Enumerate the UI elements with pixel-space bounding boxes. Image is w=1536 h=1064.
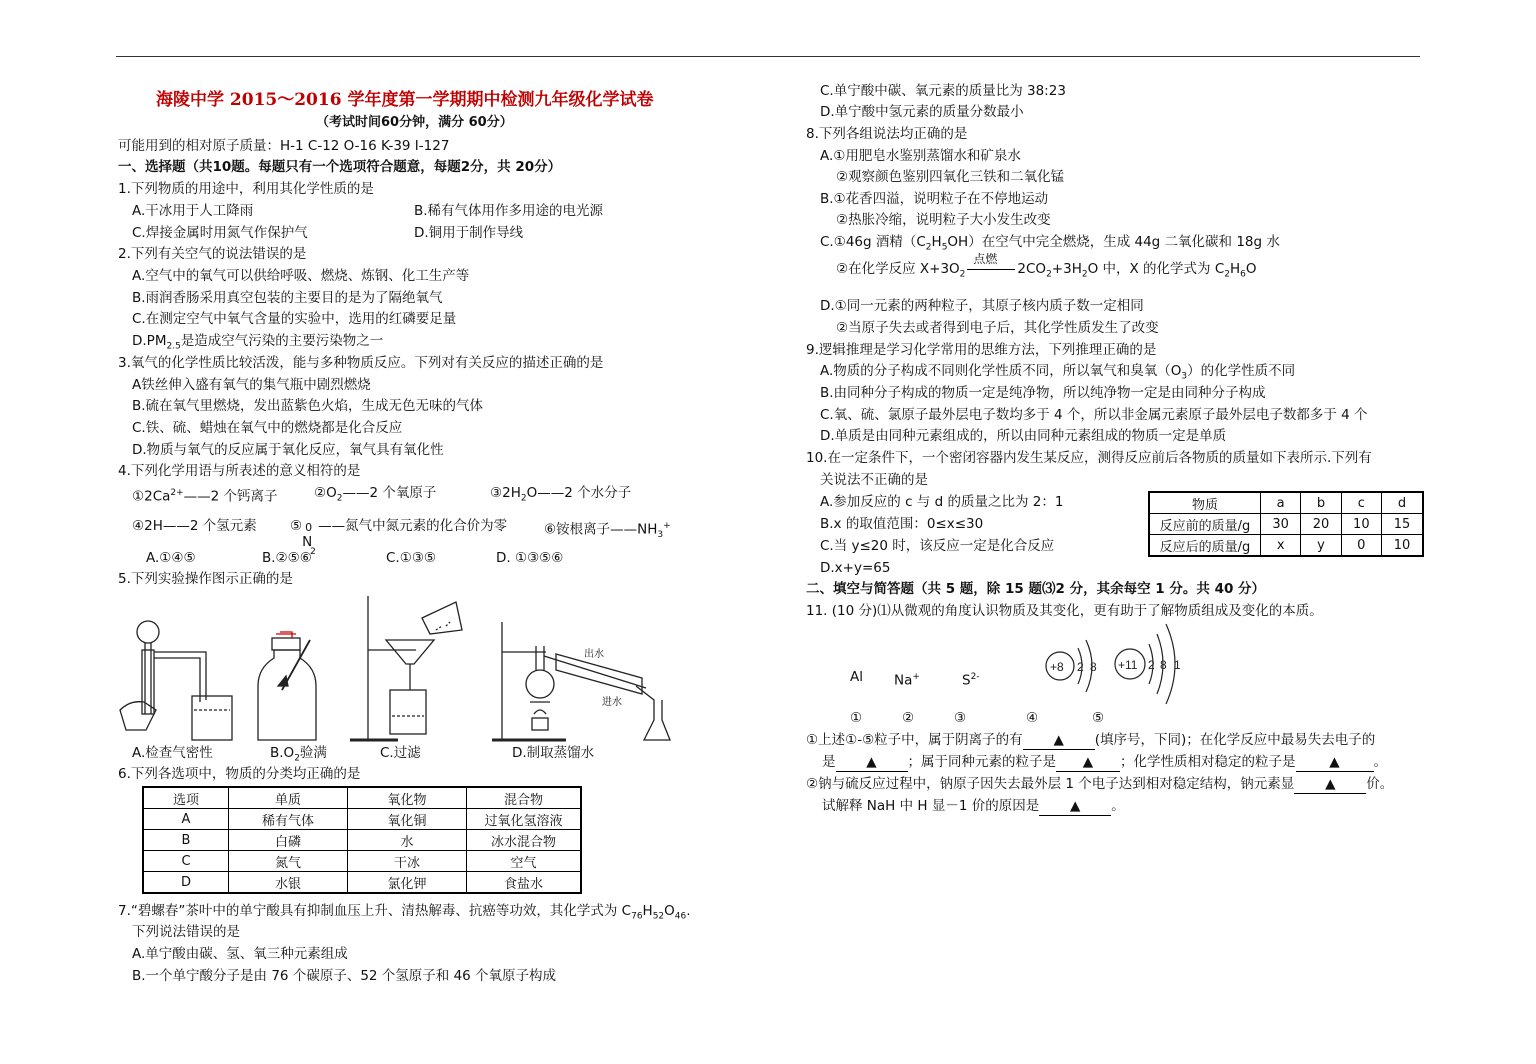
table-header-row (143, 787, 581, 809)
table-cell: x (1261, 535, 1301, 557)
table-cell: A (143, 809, 229, 830)
table-row (143, 851, 581, 872)
atom5-nucleus: +11 (1118, 658, 1138, 672)
answer-blank[interactable]: ▲ (1294, 775, 1366, 794)
table-row (143, 872, 581, 894)
q11-stem: 11. (10 分)⑴从微观的角度认识物质及其变化，更有助于了解物质组成及变化的本质。 (806, 603, 1323, 619)
table-header: a (1261, 492, 1301, 514)
table-header: 选项 (143, 787, 229, 809)
atom4-shell-2: 8 (1090, 660, 1097, 674)
q3-option-b: B.硫在氧气里燃烧，发出蓝紫色火焰，生成无色无味的气体 (132, 398, 484, 414)
q4-option-c: C.①③⑤ (386, 550, 437, 566)
table-cell: 水 (348, 830, 467, 851)
table-cell: 20 (1301, 514, 1341, 535)
q9-option-b: B.由同种分子构成的物质一定是纯净物，所以纯净物一定是由同种分子构成 (820, 385, 1266, 401)
atom4-shell-1: 2 (1077, 660, 1084, 674)
q11-line-2: 是 ▲ ；属于同种元素的粒子是 ▲ ；化学性质相对稳定的粒子是 ▲ 。 (822, 754, 1387, 770)
q8-a2: ②观察颜色鉴别四氧化三铁和二氧化锰 (836, 169, 1065, 185)
q4-item-5: ⑤ 0 N 2 ——氮气中氮元素的化合价为零 (290, 518, 508, 557)
q10-table (1148, 491, 1424, 557)
q8-d1: D.①同一元素的两种粒子，其原子核内质子数一定相同 (820, 298, 1144, 314)
table-cell: 氯化钾 (348, 872, 467, 894)
q10-option-d: D.x+y=65 (820, 560, 891, 576)
q7-option-b: B.一个单宁酸分子是由 76 个碳原子、52 个氢原子和 46 个氧原子构成 (132, 968, 557, 984)
table-header: d (1381, 492, 1423, 514)
q8-c2: ②在化学反应 $X+3O_2$ 点燃 $2CO_2+3H_2O$ 中，X 的化学式为 $C_2H_6O$ (836, 252, 1257, 280)
atom5-shell-1: 2 (1148, 658, 1155, 672)
q4-item-2: $②O_2——2$ 个氧原子 (314, 485, 437, 504)
apparatus-a-airtightness (120, 621, 232, 740)
particle-number-4: ④ (1026, 710, 1039, 726)
table-header: 单质 (229, 787, 348, 809)
answer-blank[interactable]: ▲ (836, 753, 908, 772)
q4-item-3: $③2H_2O——2$ 个水分子 (490, 485, 632, 504)
q10-stem-1: 10.在一定条件下，一个密闭容器内发生某反应，测得反应前后各物质的质量如下表所示.下列有 (806, 450, 1372, 466)
atom-diagram-4 (1046, 640, 1097, 692)
q1-stem: 1.下列物质的用途中，利用其化学性质的是 (118, 181, 374, 197)
page-subtitle: （考试时间60分钟，满分 60分） (316, 115, 513, 130)
particle-number-1: ① (850, 710, 863, 726)
table-header: c (1341, 492, 1381, 514)
q7-option-c: C.单宁酸中碳、氧元素的质量比为 38:23 (820, 83, 1066, 99)
table-cell: 稀有气体 (229, 809, 348, 830)
q5-option-c: C.过滤 (380, 745, 421, 761)
apparatus-d-distillation (492, 622, 670, 740)
q5-option-d: D.制取蒸馏水 (512, 745, 595, 761)
particle-2: Na+ (894, 672, 920, 689)
q5-option-a: A.检查气密性 (132, 745, 213, 761)
q11-line-3: ②钠与硫反应过程中，钠原子因失去最外层 1 个电子达到相对稳定结构，钠元素显 ▲ 价。 (806, 776, 1394, 792)
q9-option-d: D.单质是由同种元素组成的，所以由同种元素组成的物质一定是单质 (820, 428, 1227, 444)
q1-option-c: C.焊接金属时用氮气作保护气 (132, 225, 308, 241)
table-cell: 干冰 (348, 851, 467, 872)
q9-option-c: C.氧、硫、氯原子最外层电子数均多于 4 个，所以非金属元素原子最外层电子数都多于 4 个 (820, 407, 1368, 423)
table-cell: 0 (1341, 535, 1381, 557)
answer-blank[interactable]: ▲ (1023, 731, 1095, 750)
q8-a1: A.①用肥皂水鉴别蒸馏水和矿泉水 (820, 148, 1021, 164)
q4-item-6: ⑥铵根离子$——NH_3^+$ (544, 521, 671, 541)
table-row (143, 830, 581, 851)
table-cell: 氮气 (229, 851, 348, 872)
q1-option-d: D.铜用于制作导线 (414, 225, 524, 241)
table-header: b (1301, 492, 1341, 514)
q11-line-4: 试解释 NaH 中 H 显－1 价的原因是 ▲ 。 (822, 798, 1125, 814)
apparatus-c-filtration (350, 596, 462, 740)
q4-stem: 4.下列化学用语与所表述的意义相符的是 (118, 463, 361, 479)
table-row (1149, 535, 1423, 557)
q8-b1: B.①花香四溢，说明粒子在不停地运动 (820, 191, 1049, 207)
q2-stem: 2.下列有关空气的说法错误的是 (118, 246, 307, 262)
particle-3: $S^{2-}$ (962, 672, 980, 689)
atom4-nucleus: +8 (1050, 660, 1064, 674)
table-cell: 反应后的质量/g (1149, 535, 1261, 557)
table-row (1149, 514, 1423, 535)
q8-b2: ②热胀冷缩，说明粒子大小发生改变 (836, 212, 1051, 228)
table-cell: 白磷 (229, 830, 348, 851)
section2-heading: 二、填空与简答题（共 5 题，除 15 题⑶2 分，其余每空 1 分。共 40 分） (806, 581, 1266, 597)
table-cell: 30 (1261, 514, 1301, 535)
table-cell: 15 (1381, 514, 1423, 535)
table-cell: 过氧化氢溶液 (467, 809, 582, 830)
q8-d2: ②当原子失去或者得到电子后，其化学性质发生了改变 (836, 320, 1159, 336)
section1-heading: 一、选择题（共10题。每题只有一个选项符合题意，每题2分，共 20分） (118, 159, 562, 175)
table-cell: 食盐水 (467, 872, 582, 894)
q10-stem-2: 关说法不正确的是 (820, 472, 928, 488)
q7-stem-2: 下列说法错误的是 (132, 924, 240, 940)
table-header: 物质 (1149, 492, 1261, 514)
answer-blank[interactable]: ▲ (1296, 753, 1374, 772)
q5-stem: 5.下列实验操作图示正确的是 (118, 571, 293, 587)
table-header-row (1149, 492, 1423, 514)
answer-blank[interactable]: ▲ (1039, 797, 1111, 816)
q6-table (142, 786, 582, 894)
label-water-in: 进水 (602, 697, 622, 708)
q1-option-b: B.稀有气体用作多用途的电光源 (414, 203, 604, 219)
table-cell: 10 (1381, 535, 1423, 557)
table-cell: C (143, 851, 229, 872)
q10-option-b: B.x 的取值范围：0≤x≤30 (820, 516, 984, 532)
q3-option-d: D.物质与氧气的反应属于氧化反应，氧气具有氧化性 (132, 442, 444, 458)
particle-number-5: ⑤ (1092, 710, 1105, 726)
apparatus-b-oxygen-test (258, 632, 316, 740)
q7-stem: 7.“碧螺春”茶叶中的单宁酸具有抑制血压上升、清热解毒、抗癌等功效，其化学式为 $C_{76}H_{52}O_{46}$. (118, 903, 691, 922)
q7-option-d: D.单宁酸中氢元素的质量分数最小 (820, 104, 1024, 120)
table-header: 氧化物 (348, 787, 467, 809)
q9-stem: 9.逻辑推理是学习化学常用的思维方法，下列推理正确的是 (806, 342, 1157, 358)
q2-option-a: A.空气中的氧气可以供给呼吸、燃烧、炼钢、化工生产等 (132, 268, 470, 284)
atom5-shell-2: 8 (1160, 658, 1167, 672)
q10-option-c: C.当 y≤20 时，该反应一定是化合反应 (820, 538, 1055, 554)
table-cell: 空气 (467, 851, 582, 872)
q8-stem: 8.下列各组说法均正确的是 (806, 126, 968, 142)
table-cell: D (143, 872, 229, 894)
page-title: 海陵中学 2015～2016 学年度第一学期期中检测九年级化学试卷 (156, 90, 654, 110)
label-water-out: 出水 (584, 649, 604, 660)
atom5-shell-3: 1 (1174, 658, 1181, 672)
table-cell: 10 (1341, 514, 1381, 535)
q4-item-4: ④2H——2 个氢元素 (132, 518, 257, 534)
q5-option-b: $B.O_2$验满 (270, 745, 327, 764)
q1-option-a: A.干冰用于人工降雨 (132, 203, 254, 219)
q7-option-a: A.单宁酸由碳、氢、氧三种元素组成 (132, 946, 348, 962)
q2-option-b: B.雨润香肠采用真空包装的主要目的是为了隔绝氧气 (132, 290, 443, 306)
q3-stem: 3.氧气的化学性质比较活泼，能与多种物质反应。下列对有关反应的描述正确的是 (118, 355, 604, 371)
table-cell: 反应前的质量/g (1149, 514, 1261, 535)
table-header: 混合物 (467, 787, 582, 809)
q2-option-d: $D.PM_{2.5}$是造成空气污染的主要污染物之一 (132, 333, 384, 352)
q3-option-c: C.铁、硫、蜡烛在氧气中的燃烧都是化合反应 (132, 420, 403, 436)
q10-option-a: A.参加反应的 c 与 d 的质量之比为 2：1 (820, 494, 1064, 510)
atomic-masses: 可能用到的相对原子质量：H-1 C-12 O-16 K-39 I-127 (118, 138, 450, 154)
q5-apparatus-figure (116, 590, 676, 745)
q8-c1: C.①46g 酒精$(C_2H_5OH)$在空气中完全燃烧，生成 44g 二氧化碳和 18g 水 (820, 234, 1280, 253)
atom-structure-diagrams (1036, 618, 1196, 708)
particle-1: Al (850, 669, 863, 685)
particle-number-3: ③ (954, 710, 967, 726)
table-cell: 氧化铜 (348, 809, 467, 830)
atom-diagram-5 (1115, 624, 1181, 704)
q2-option-c: C.在测定空气中氧气含量的实验中，选用的红磷要足量 (132, 311, 457, 327)
table-row (143, 809, 581, 830)
q6-stem: 6.下列各选项中，物质的分类均正确的是 (118, 766, 361, 782)
table-cell: y (1301, 535, 1341, 557)
q4-option-d: D. ①③⑤⑥ (496, 550, 564, 566)
q4-option-b: B.②⑤⑥ (262, 550, 312, 566)
q4-item-1: $①2Ca^{2+}——2$ 个钙离子 (132, 488, 278, 505)
answer-blank[interactable]: ▲ (1056, 753, 1120, 772)
table-cell: 水银 (229, 872, 348, 894)
particle-number-2: ② (902, 710, 915, 726)
table-cell: 冰水混合物 (467, 830, 582, 851)
q11-line-1: ①上述①-⑤粒子中，属于阴离子的有 ▲ (填序号，下同)；在化学反应中最易失去电子的 (806, 732, 1376, 748)
q9-option-a: A.物质的分子构成不同则化学性质不同，所以氧气和臭氧$(O_3)$的化学性质不同 (820, 363, 1296, 382)
q4-option-a: A.①④⑤ (146, 550, 196, 566)
top-rule (116, 56, 1420, 57)
q3-option-a: A铁丝伸入盛有氧气的集气瓶中剧烈燃烧 (132, 377, 371, 393)
table-cell: B (143, 830, 229, 851)
